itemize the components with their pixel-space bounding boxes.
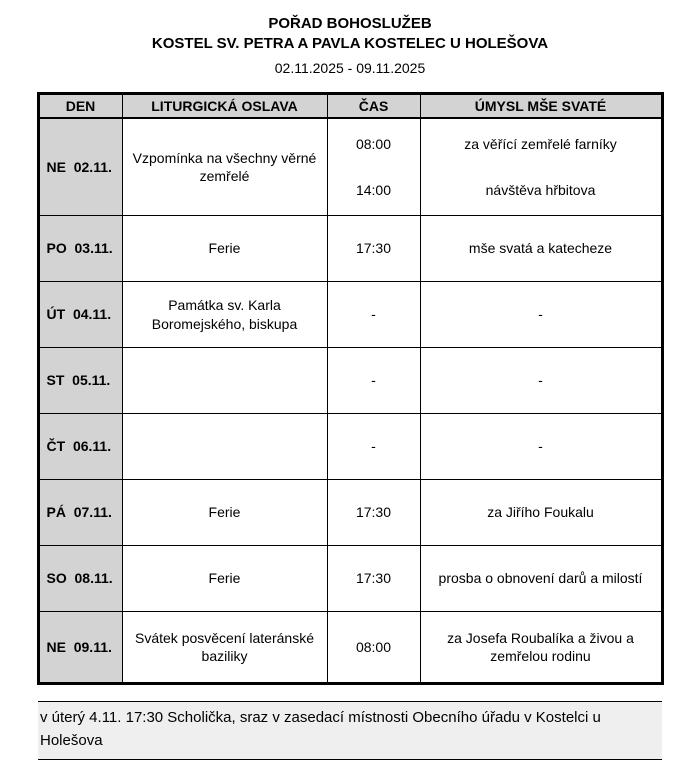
day-cell: NE 09.11.	[38, 612, 122, 684]
time-cell: 08:00	[327, 612, 420, 684]
column-header-umysl: ÚMYSL MŠE SVATÉ	[420, 93, 662, 118]
celebration-cell	[122, 414, 327, 480]
footer-note: v úterý 4.11. 17:30 Scholička, sraz v zasedací místnosti Obecního úřadu v Kostelci u Holešova	[38, 701, 662, 760]
column-header-den: DEN	[38, 93, 122, 118]
table-row	[38, 612, 662, 684]
time-cell: -	[327, 348, 420, 414]
intention-value: návštěva hřbitova	[485, 181, 596, 198]
intention-cell: -	[420, 414, 662, 480]
intention-stack	[425, 121, 657, 213]
table-row	[38, 348, 662, 414]
time-value: 08:00	[355, 135, 392, 152]
table-row	[38, 118, 662, 216]
time-cell: 17:30	[327, 546, 420, 612]
table-header-row	[38, 93, 662, 118]
table-row	[38, 546, 662, 612]
column-header-cas: ČAS	[327, 93, 420, 118]
intention-cell	[420, 118, 662, 216]
table-row	[38, 480, 662, 546]
page-subtitle: KOSTEL SV. PETRA A PAVLA KOSTELEC U HOLEŠOVA	[151, 35, 549, 53]
celebration-cell: Ferie	[122, 216, 327, 282]
time-cell: 17:30	[327, 480, 420, 546]
celebration-cell: Ferie	[122, 480, 327, 546]
day-cell: ČT 06.11.	[38, 414, 122, 480]
page-title: POŘAD BOHOSLUŽEB	[268, 15, 432, 32]
time-cell: 17:30	[327, 216, 420, 282]
intention-cell: za Jiřího Foukalu	[420, 480, 662, 546]
time-value: 14:00	[355, 181, 392, 198]
day-cell: SO 08.11.	[38, 546, 122, 612]
celebration-cell: Ferie	[122, 546, 327, 612]
celebration-cell: Památka sv. Karla Boromejského, biskupa	[122, 282, 327, 348]
day-cell: NE 02.11.	[38, 118, 122, 216]
column-header-liturgicka-oslava: LITURGICKÁ OSLAVA	[122, 93, 327, 118]
table-row	[38, 216, 662, 282]
intention-cell: -	[420, 282, 662, 348]
table-row	[38, 414, 662, 480]
celebration-cell: Svátek posvěcení lateránské baziliky	[122, 612, 327, 684]
time-stack	[332, 121, 416, 213]
intention-cell: mše svatá a katecheze	[420, 216, 662, 282]
time-cell	[327, 118, 420, 216]
date-range: 02.11.2025 - 09.11.2025	[274, 59, 426, 76]
intention-value: za věřící zemřelé farníky	[464, 135, 617, 152]
day-cell: PO 03.11.	[38, 216, 122, 282]
celebration-cell	[122, 348, 327, 414]
intention-cell: za Josefa Roubalíka a živou a zemřelou rodinu	[420, 612, 662, 684]
intention-cell: prosba o obnovení darů a milostí	[420, 546, 662, 612]
celebration-cell: Vzpomínka na všechny věrné zemřelé	[122, 118, 327, 216]
day-cell: ÚT 04.11.	[38, 282, 122, 348]
day-cell: PÁ 07.11.	[38, 480, 122, 546]
time-cell: -	[327, 282, 420, 348]
table-row	[38, 282, 662, 348]
day-cell: ST 05.11.	[38, 348, 122, 414]
document-header	[0, 14, 700, 76]
schedule-table	[37, 92, 664, 686]
intention-cell: -	[420, 348, 662, 414]
time-cell: -	[327, 414, 420, 480]
